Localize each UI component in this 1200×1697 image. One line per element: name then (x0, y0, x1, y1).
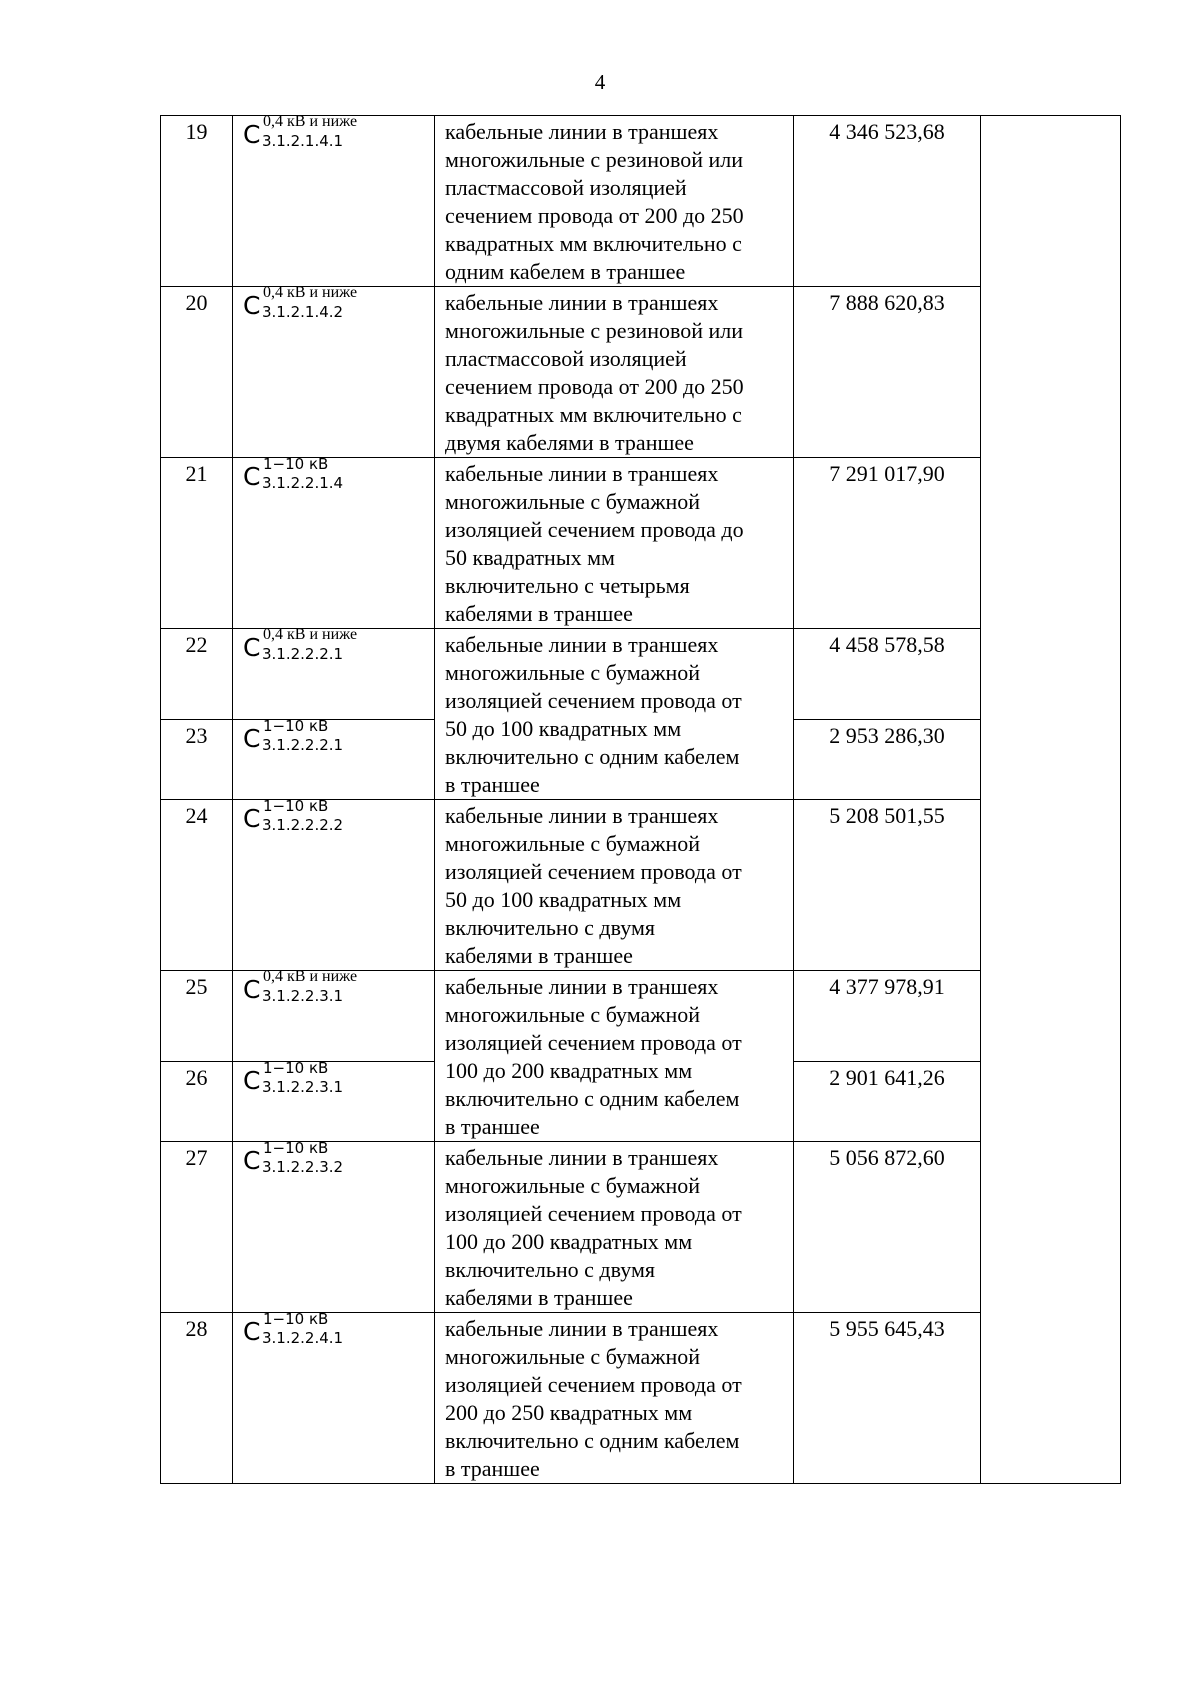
price: 7 291 017,90 (794, 458, 981, 629)
description-line: в траншее (445, 1114, 540, 1139)
table-row (161, 116, 1121, 287)
rate-code-voltage: 1−10 кВ (263, 1058, 329, 1077)
row-number: 22 (161, 629, 233, 720)
price: 2 901 641,26 (794, 1061, 981, 1141)
description-line: многожильные с бумажной (445, 831, 701, 856)
table-row (161, 458, 1121, 629)
price: 5 208 501,55 (794, 800, 981, 971)
rate-code-symbol: С (243, 120, 261, 149)
price: 4 346 523,68 (794, 116, 981, 287)
description-line: включительно с одним кабелем (445, 1428, 740, 1453)
rate-code-symbol: С (243, 975, 261, 1004)
rate-code-voltage: 1−10 кВ (263, 1139, 329, 1157)
row-number: 28 (161, 1313, 233, 1484)
description-line: включительно с двумя (445, 1257, 655, 1282)
table-row (161, 800, 1121, 971)
price: 5 056 872,60 (794, 1142, 981, 1313)
rate-code-index: 3.1.2.2.3.1 (262, 987, 344, 1005)
description (435, 116, 794, 287)
description-line: одним кабелем в траншее (445, 259, 686, 284)
description-line: квадратных мм включительно с (445, 231, 742, 256)
description-line: кабелями в траншее (445, 943, 633, 968)
rate-code (233, 113, 435, 287)
row-number: 26 (161, 1061, 233, 1141)
price: 7 888 620,83 (794, 287, 981, 458)
rate-code-symbol: С (243, 462, 261, 491)
description-line: 100 до 200 квадратных мм (445, 1229, 693, 1254)
rate-code (233, 1310, 435, 1484)
rates-table-body (161, 113, 1121, 1484)
description-line: многожильные с резиновой или (445, 147, 743, 172)
rate-code (233, 797, 435, 971)
description-line: 200 до 250 квадратных мм (445, 1400, 693, 1425)
description-line: изоляцией сечением провода от (445, 1030, 742, 1055)
row-number: 21 (161, 458, 233, 629)
rate-code-index: 3.1.2.2.3.1 (262, 1077, 344, 1096)
description (435, 458, 794, 629)
price: 5 955 645,43 (794, 1313, 981, 1484)
table-row (161, 1313, 1121, 1484)
row-number: 23 (161, 719, 233, 799)
description-line: включительно с одним кабелем (445, 1086, 740, 1111)
row-number: 27 (161, 1142, 233, 1313)
rate-code-symbol: С (243, 291, 261, 320)
rate-code-index: 3.1.2.2.2.1 (262, 645, 344, 663)
description-line: кабельные линии в траншеях (445, 1316, 719, 1341)
description (435, 1313, 794, 1484)
price: 4 377 978,91 (794, 971, 981, 1062)
rate-code-voltage: 0,4 кВ и ниже (263, 113, 358, 130)
rate-code-index: 3.1.2.2.3.2 (262, 1158, 344, 1176)
row-number: 19 (161, 116, 233, 287)
description-line: кабельные линии в траншеях (445, 803, 719, 828)
rate-code-index: 3.1.2.1.4.1 (262, 132, 344, 150)
description-line: многожильные с резиновой или (445, 318, 743, 343)
rate-code-voltage: 1−10 кВ (263, 797, 329, 815)
rate-code-symbol: С (243, 1065, 261, 1095)
empty-column (981, 116, 1121, 1484)
description-line: квадратных мм включительно с (445, 402, 742, 427)
description-line: двумя кабелями в траншее (445, 430, 694, 455)
table-row (161, 629, 1121, 720)
row-number: 25 (161, 971, 233, 1062)
description-line: многожильные с бумажной (445, 1173, 701, 1198)
rate-code-voltage: 1−10 кВ (263, 716, 329, 735)
description-line: кабельные линии в траншеях (445, 290, 719, 315)
description (435, 800, 794, 971)
description (435, 629, 794, 800)
description-line: 50 квадратных мм (445, 545, 615, 570)
description-line: включительно с четырьмя (445, 573, 690, 598)
table-row (161, 287, 1121, 458)
description-line: кабельные линии в траншеях (445, 119, 719, 144)
rate-code (233, 1058, 435, 1141)
rate-code (233, 284, 435, 458)
description (435, 287, 794, 458)
rate-code-index: 3.1.2.2.4.1 (262, 1329, 344, 1347)
description-line: многожильные с бумажной (445, 1344, 701, 1369)
rate-code (233, 716, 435, 799)
rate-code-symbol: С (243, 1317, 261, 1346)
description-line: изоляцией сечением провода от (445, 688, 742, 713)
description-line: сечением провода от 200 до 250 (445, 203, 744, 228)
rate-code (233, 1139, 435, 1313)
description-line: в траншее (445, 1456, 540, 1481)
description-line: изоляцией сечением провода от (445, 859, 742, 884)
rate-code-voltage: 1−10 кВ (263, 1310, 329, 1328)
rate-code-voltage: 0,4 кВ и ниже (263, 284, 358, 301)
rate-code-voltage: 0,4 кВ и ниже (263, 968, 358, 985)
description-line: в траншее (445, 772, 540, 797)
rate-code-index: 3.1.2.2.2.2 (262, 816, 344, 834)
rate-code-symbol: С (243, 723, 261, 753)
rate-code-voltage: 1−10 кВ (263, 455, 329, 473)
description (435, 971, 794, 1142)
rate-code-voltage: 0,4 кВ и ниже (263, 626, 358, 643)
description (435, 1142, 794, 1313)
description-line: пластмассовой изоляцией (445, 346, 687, 371)
description-line: включительно с двумя (445, 915, 655, 940)
rate-code-index: 3.1.2.2.1.4 (262, 474, 344, 492)
description-line: многожильные с бумажной (445, 1002, 701, 1027)
description-line: сечением провода от 200 до 250 (445, 374, 744, 399)
description-line: включительно с одним кабелем (445, 744, 740, 769)
description-line: пластмассовой изоляцией (445, 175, 687, 200)
description-line: кабельные линии в траншеях (445, 461, 719, 486)
description-line: кабельные линии в траншеях (445, 632, 719, 657)
description-line: 100 до 200 квадратных мм (445, 1058, 693, 1083)
description-line: 50 до 100 квадратных мм (445, 887, 682, 912)
table-row (161, 971, 1121, 1062)
row-number: 20 (161, 287, 233, 458)
row-number: 24 (161, 800, 233, 971)
description-line: изоляцией сечением провода до (445, 517, 744, 542)
price: 2 953 286,30 (794, 719, 981, 799)
page-number: 4 (594, 70, 606, 94)
description-line: кабелями в траншее (445, 1285, 633, 1310)
description-line: 50 до 100 квадратных мм (445, 716, 682, 741)
price: 4 458 578,58 (794, 629, 981, 720)
rate-code-symbol: С (243, 804, 261, 833)
table-row (161, 1142, 1121, 1313)
rate-code (233, 968, 435, 1062)
rate-code-symbol: С (243, 1146, 261, 1175)
description-line: кабельные линии в траншеях (445, 1145, 719, 1170)
description-line: кабельные линии в траншеях (445, 974, 719, 999)
description-line: изоляцией сечением провода от (445, 1372, 742, 1397)
rate-code (233, 626, 435, 720)
description-line: многожильные с бумажной (445, 489, 701, 514)
rate-code-symbol: С (243, 633, 261, 662)
description-line: изоляцией сечением провода от (445, 1201, 742, 1226)
rates-table (160, 115, 1121, 1484)
rate-code (233, 455, 435, 629)
description-line: многожильные с бумажной (445, 660, 701, 685)
rate-code-index: 3.1.2.2.2.1 (262, 735, 344, 754)
description-line: кабелями в траншее (445, 601, 633, 626)
rate-code-index: 3.1.2.1.4.2 (262, 303, 344, 321)
